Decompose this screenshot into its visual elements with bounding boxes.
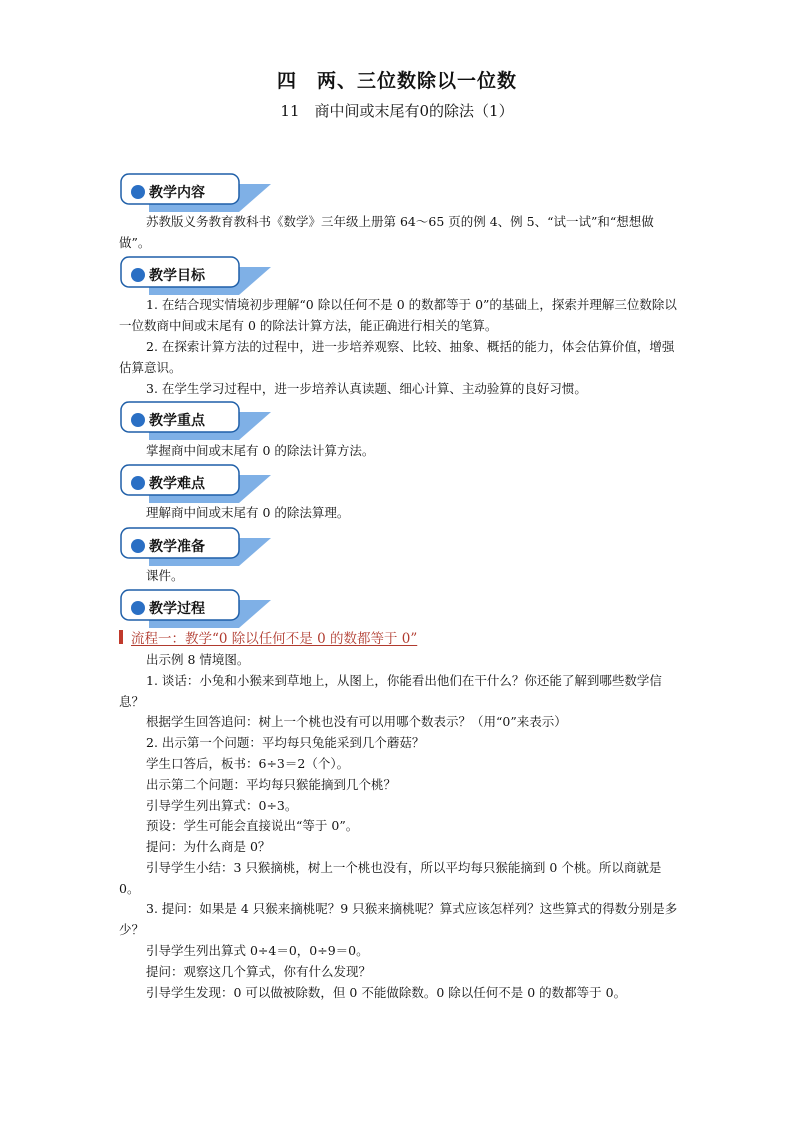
process-line: 2. 出示第一个问题：平均每只兔能采到几个蘑菇？ xyxy=(146,735,425,750)
process-line: 引导学生列出算式 0÷4＝0，0÷9＝0。 xyxy=(146,943,369,958)
bullet-dot-icon xyxy=(131,476,145,490)
section-header-prep xyxy=(119,526,279,568)
process-line: 1. 谈话：小兔和小猴来到草地上，从图上，你能看出他们在干什么？你还能了解到哪些数学信息？ xyxy=(119,673,662,709)
key-text: 掌握商中间或末尾有 0 的除法计算方法。 xyxy=(146,443,375,458)
bullet-dot-icon xyxy=(131,601,145,615)
process-line: 学生口答后，板书：6÷3＝2（个）。 xyxy=(146,756,350,771)
flow-1-title: 流程一：教学“0 除以任何不是 0 的数都等于 0” xyxy=(131,631,418,647)
section-header-difficulty xyxy=(119,463,279,505)
goal-2: 2. 在探索计算方法的过程中，进一步培养观察、比较、抽象、概括的能力，体会估算价值，增强估算意识。 xyxy=(119,339,675,375)
process-line: 3. 提问：如果是 4 只猴来摘桃呢？9 只猴来摘桃呢？算式应该怎样列？这些算式的得数分别是多少？ xyxy=(119,901,678,937)
prep-text: 课件。 xyxy=(146,568,184,583)
section-header-process xyxy=(119,588,279,630)
section-header-key xyxy=(119,400,279,442)
flow-marker-icon xyxy=(119,630,123,644)
process-line: 根据学生回答追问：树上一个桃也没有可以用哪个数表示？（用“0”来表示） xyxy=(146,714,567,729)
section-header-content xyxy=(119,172,279,214)
content-text: 苏教版义务教育教科书《数学》三年级上册第 64～65 页的例 4、例 5、“试一试”和“想想做做”。 xyxy=(119,214,654,250)
section-label: 教学目标 xyxy=(149,268,205,284)
bullet-dot-icon xyxy=(131,539,145,553)
goal-3: 3. 在学生学习过程中，进一步培养认真读题、细心计算、主动验算的良好习惯。 xyxy=(146,381,587,396)
bullet-dot-icon xyxy=(131,268,145,282)
flow-1-heading xyxy=(119,627,417,647)
section-header-goals xyxy=(119,255,279,297)
section-label: 教学重点 xyxy=(149,413,205,429)
process-line: 引导学生发现：0 可以做被除数，但 0 不能做除数。0 除以任何不是 0 的数都等于 0。 xyxy=(146,985,627,1000)
section-label: 教学准备 xyxy=(149,539,205,555)
bullet-dot-icon xyxy=(131,413,145,427)
process-line: 引导学生列出算式：0÷3。 xyxy=(146,798,298,813)
section-label: 教学内容 xyxy=(149,185,205,201)
goal-1: 1. 在结合现实情境初步理解“0 除以任何不是 0 的数都等于 0”的基础上，探索并理解三位数除以一位数商中间或末尾有 0 的除法计算方法，能正确进行相关的笔算。 xyxy=(119,297,677,333)
unit-title: 四 两、三位数除以一位数 xyxy=(276,70,517,92)
lesson-subtitle: 11 商中间或末尾有0的除法（1） xyxy=(280,102,514,120)
bullet-dot-icon xyxy=(131,185,145,199)
section-label: 教学过程 xyxy=(149,601,205,617)
process-line: 出示例 8 情境图。 xyxy=(146,652,250,667)
process-line: 提问：为什么商是 0？ xyxy=(146,839,271,854)
section-label: 教学难点 xyxy=(149,476,205,492)
process-line: 提问：观察这几个算式，你有什么发现？ xyxy=(146,964,372,979)
process-line: 预设：学生可能会直接说出“等于 0”。 xyxy=(146,818,359,833)
process-line: 引导学生小结：3 只猴摘桃，树上一个桃也没有，所以平均每只猴能摘到 0 个桃。所以商就是 0。 xyxy=(119,860,662,896)
process-line: 出示第二个问题：平均每只猴能摘到几个桃？ xyxy=(146,777,397,792)
difficulty-text: 理解商中间或末尾有 0 的除法算理。 xyxy=(146,505,350,520)
